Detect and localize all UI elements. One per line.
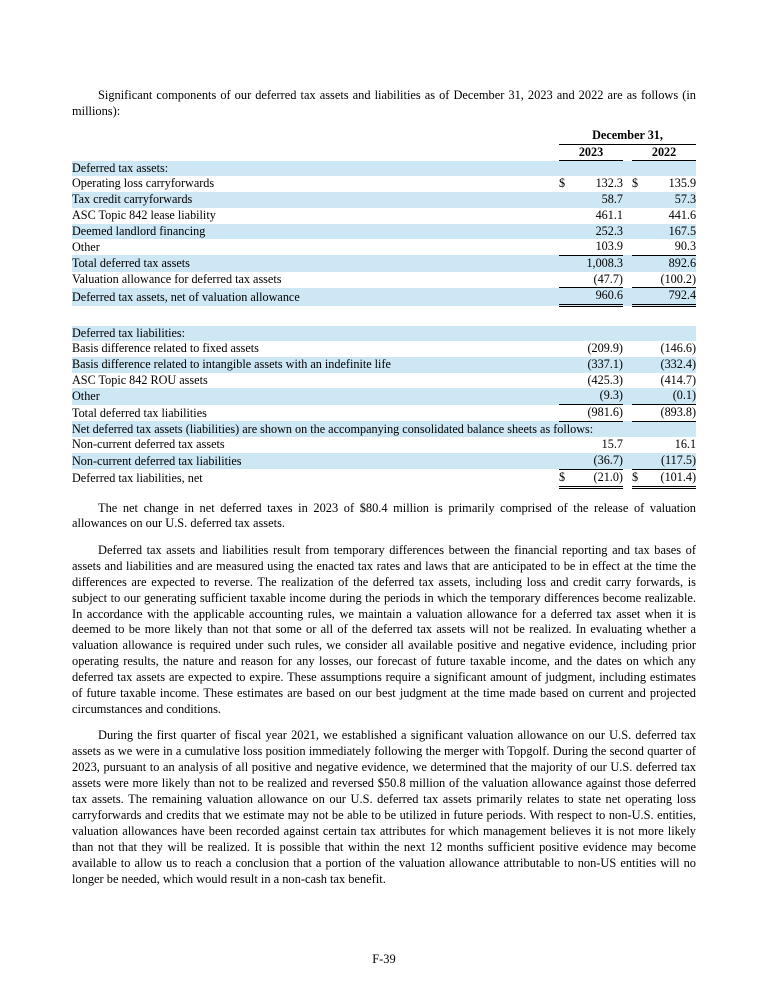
table-row xyxy=(72,208,696,224)
row-label: Deferred tax liabilities: xyxy=(72,325,186,340)
currency-symbol xyxy=(632,437,648,453)
intro-paragraph: Significant components of our deferred tax assets and liabilities as of December 31, 2023 and 2022 are as follows (in millions): xyxy=(72,88,696,118)
currency-symbol xyxy=(559,341,573,357)
value-2022 xyxy=(648,161,696,177)
table-row xyxy=(72,288,696,306)
currency-symbol xyxy=(632,288,648,306)
body-paragraph-2: Deferred tax assets and liabilities result from temporary differences between the financial reporting and tax bases of assets and liabilities and are measured using the enacted tax rates and laws that are anticipated to be in effect at the time the differences are expected to reverse. The realization of the deferred tax assets, including loss and credit carry forwards, is subject to our generating sufficient taxable income during the periods in which the temporary differences become realizable. In accordance with the applicable accounting rules, we maintain a valuation allowance for a deferred tax asset when it is deemed to be more likely than not that some or all of the deferred tax assets will not be realized. In evaluating whether a valuation allowance is required under such rules, we consider all available positive and negative evidence, including prior operating results, the nature and reason for any losses, our forecast of future taxable income, and the dates on which any deferred tax assets are expected to expire. These assumptions require a significant amount of judgment, including estimates of future taxable income. These estimates are based on our best judgment at the time made based on current and projected circumstances and conditions. xyxy=(72,542,696,716)
currency-symbol xyxy=(559,272,573,288)
table-row xyxy=(72,469,696,487)
value-2022: 135.9 xyxy=(668,176,697,191)
currency-symbol xyxy=(559,224,573,240)
row-label: Basis difference related to intangible assets with an indefinite life xyxy=(72,356,391,371)
row-label: Valuation allowance for deferred tax assets xyxy=(72,272,282,287)
column-gap xyxy=(623,388,632,404)
currency-symbol xyxy=(559,357,573,373)
column-gap xyxy=(623,373,632,389)
currency-symbol xyxy=(559,208,573,224)
value-2023: 103.9 xyxy=(573,239,623,255)
table-row xyxy=(72,405,696,422)
column-gap xyxy=(623,437,632,453)
column-gap xyxy=(623,357,632,373)
table-header xyxy=(72,128,696,161)
table-header-december-31: December 31, xyxy=(559,128,696,144)
currency-symbol xyxy=(632,192,648,208)
value-2023: (337.1) xyxy=(587,356,623,371)
value-2022: (0.1) xyxy=(648,388,696,404)
year-header-2022: 2022 xyxy=(632,144,696,161)
value-2023: 15.7 xyxy=(601,437,623,452)
value-2022: 16.1 xyxy=(674,437,697,452)
value-2023: (21.0) xyxy=(573,469,623,487)
table-row xyxy=(72,388,696,404)
currency-symbol: $ xyxy=(559,176,566,191)
currency-symbol xyxy=(559,288,573,306)
currency-symbol xyxy=(632,341,648,357)
value-2023: 960.6 xyxy=(573,288,623,306)
value-2022: 792.4 xyxy=(648,288,696,306)
table-row xyxy=(72,192,696,208)
value-2023: 252.3 xyxy=(595,223,623,238)
column-gap xyxy=(623,453,632,469)
currency-symbol xyxy=(559,255,573,271)
body-paragraph-1: The net change in net deferred taxes in 2023 of $80.4 million is primarily comprised of the release of valuation allowances on our U.S. deferred tax assets. xyxy=(72,500,696,531)
column-gap xyxy=(623,341,632,357)
value-2023: (36.7) xyxy=(573,453,623,469)
row-label: Deferred tax assets: xyxy=(72,160,169,175)
column-gap xyxy=(623,255,632,271)
column-gap xyxy=(623,469,632,487)
row-label: Other xyxy=(72,239,100,254)
row-label: Non-current deferred tax assets xyxy=(72,437,225,452)
currency-symbol xyxy=(559,161,573,177)
table-row xyxy=(72,373,696,389)
currency-symbol xyxy=(632,239,648,255)
row-label: Total deferred tax assets xyxy=(72,255,190,270)
row-label: Net deferred tax assets (liabilities) are shown on the accompanying consolidated balance sheets as follows: xyxy=(72,421,594,436)
column-gap xyxy=(623,161,632,177)
column-gap xyxy=(623,208,632,224)
value-2023: (425.3) xyxy=(587,372,623,387)
row-label: Non-current deferred tax liabilities xyxy=(72,453,242,468)
body-paragraph-3: During the first quarter of fiscal year 2021, we established a significant valuation allowance on our U.S. deferred tax assets as we were in a cumulative loss position immediately following the merger with Topgolf. During the second quarter of 2023, pursuant to an analysis of all positive and negative evidence, we determined that the majority of our U.S. deferred tax assets were more likely than not to be realized and reversed $50.8 million of the valuation allowance against those deferred tax assets. The remaining valuation allowance on our U.S. deferred tax assets primarily relates to state net operating loss carryforwards and credits that we estimate may not be able to be utilized in future periods. With respect to non-U.S. entities, valuation allowances have been recorded against certain tax attributes for which management believes it is not more likely than not that they will be realized. It is possible that within the next 12 months sufficient positive evidence may become available to allow us to reach a conclusion that a portion of the valuation allowance attributable to non-US entities will no longer be needed, which would result in a non-cash tax benefit. xyxy=(72,728,696,886)
currency-symbol: $ xyxy=(559,469,573,487)
currency-symbol xyxy=(559,326,573,342)
currency-symbol xyxy=(632,255,648,271)
value-2022: (146.6) xyxy=(660,341,697,356)
row-label: Operating loss carryforwards xyxy=(72,176,215,191)
value-2023 xyxy=(573,161,623,177)
value-2023: 132.3 xyxy=(595,176,623,191)
table-row xyxy=(72,255,696,271)
table-spacer-row xyxy=(72,306,696,326)
currency-symbol xyxy=(632,373,648,389)
row-label: Other xyxy=(72,388,100,403)
page-number: F-39 xyxy=(372,952,396,966)
deferred-tax-table xyxy=(72,128,696,489)
value-2023: 1,008.3 xyxy=(586,255,623,270)
table-header-years-row xyxy=(72,144,696,161)
value-2022: (101.4) xyxy=(648,469,696,487)
table-row xyxy=(72,272,696,288)
column-gap xyxy=(623,224,632,240)
row-label: Tax credit carryforwards xyxy=(72,192,193,207)
row-label: Deemed landlord financing xyxy=(72,223,206,238)
value-2022: (332.4) xyxy=(660,356,697,371)
currency-symbol xyxy=(632,326,648,342)
value-2023: (209.9) xyxy=(587,341,623,356)
table-row xyxy=(72,341,696,357)
row-label: ASC Topic 842 ROU assets xyxy=(72,372,208,387)
value-2023: (47.7) xyxy=(573,272,623,288)
table-row xyxy=(72,357,696,373)
value-2023: 461.1 xyxy=(595,207,623,222)
value-2023: (981.6) xyxy=(573,405,623,422)
currency-symbol xyxy=(559,388,573,404)
value-2023: (9.3) xyxy=(573,388,623,404)
table-row xyxy=(72,224,696,240)
value-2022: 90.3 xyxy=(648,239,696,255)
column-gap xyxy=(623,272,632,288)
column-gap xyxy=(623,192,632,208)
table-row xyxy=(72,453,696,469)
table-section-row xyxy=(72,421,696,437)
currency-symbol xyxy=(632,208,648,224)
row-label: ASC Topic 842 lease liability xyxy=(72,207,216,222)
table-header-group-row xyxy=(72,128,696,144)
currency-symbol xyxy=(632,224,648,240)
currency-symbol xyxy=(559,192,573,208)
column-gap xyxy=(623,326,632,342)
table-body xyxy=(72,161,696,487)
currency-symbol xyxy=(632,388,648,404)
column-gap xyxy=(623,405,632,422)
currency-symbol: $ xyxy=(632,176,639,191)
table-row xyxy=(72,437,696,453)
table-row xyxy=(72,326,696,342)
value-2022: 892.6 xyxy=(668,255,697,270)
currency-symbol xyxy=(559,373,573,389)
currency-symbol xyxy=(559,239,573,255)
currency-symbol xyxy=(632,357,648,373)
currency-symbol xyxy=(632,272,648,288)
row-label: Deferred tax liabilities, net xyxy=(72,471,203,486)
row-label: Total deferred tax liabilities xyxy=(72,405,207,420)
column-gap xyxy=(623,239,632,255)
value-2022 xyxy=(648,326,696,342)
currency-symbol xyxy=(632,453,648,469)
value-2022: (893.8) xyxy=(648,405,696,422)
value-2023 xyxy=(573,326,623,342)
table-row xyxy=(72,239,696,255)
value-2022: (414.7) xyxy=(660,372,697,387)
currency-symbol xyxy=(559,437,573,453)
table-row xyxy=(72,161,696,177)
value-2022: 167.5 xyxy=(668,223,697,238)
currency-symbol xyxy=(632,405,648,422)
value-2023: 58.7 xyxy=(601,192,623,207)
column-gap xyxy=(623,176,632,192)
row-label: Deferred tax assets, net of valuation allowance xyxy=(72,289,300,304)
year-header-2023: 2023 xyxy=(559,144,623,161)
value-2022: 441.6 xyxy=(668,207,697,222)
currency-symbol xyxy=(559,405,573,422)
value-2022: (117.5) xyxy=(648,453,696,469)
currency-symbol xyxy=(632,161,648,177)
column-gap xyxy=(623,288,632,306)
value-2022: (100.2) xyxy=(648,272,696,288)
currency-symbol xyxy=(559,453,573,469)
value-2022: 57.3 xyxy=(674,192,697,207)
table-row xyxy=(72,176,696,192)
currency-symbol: $ xyxy=(632,469,648,487)
row-label: Basis difference related to fixed assets xyxy=(72,341,259,356)
